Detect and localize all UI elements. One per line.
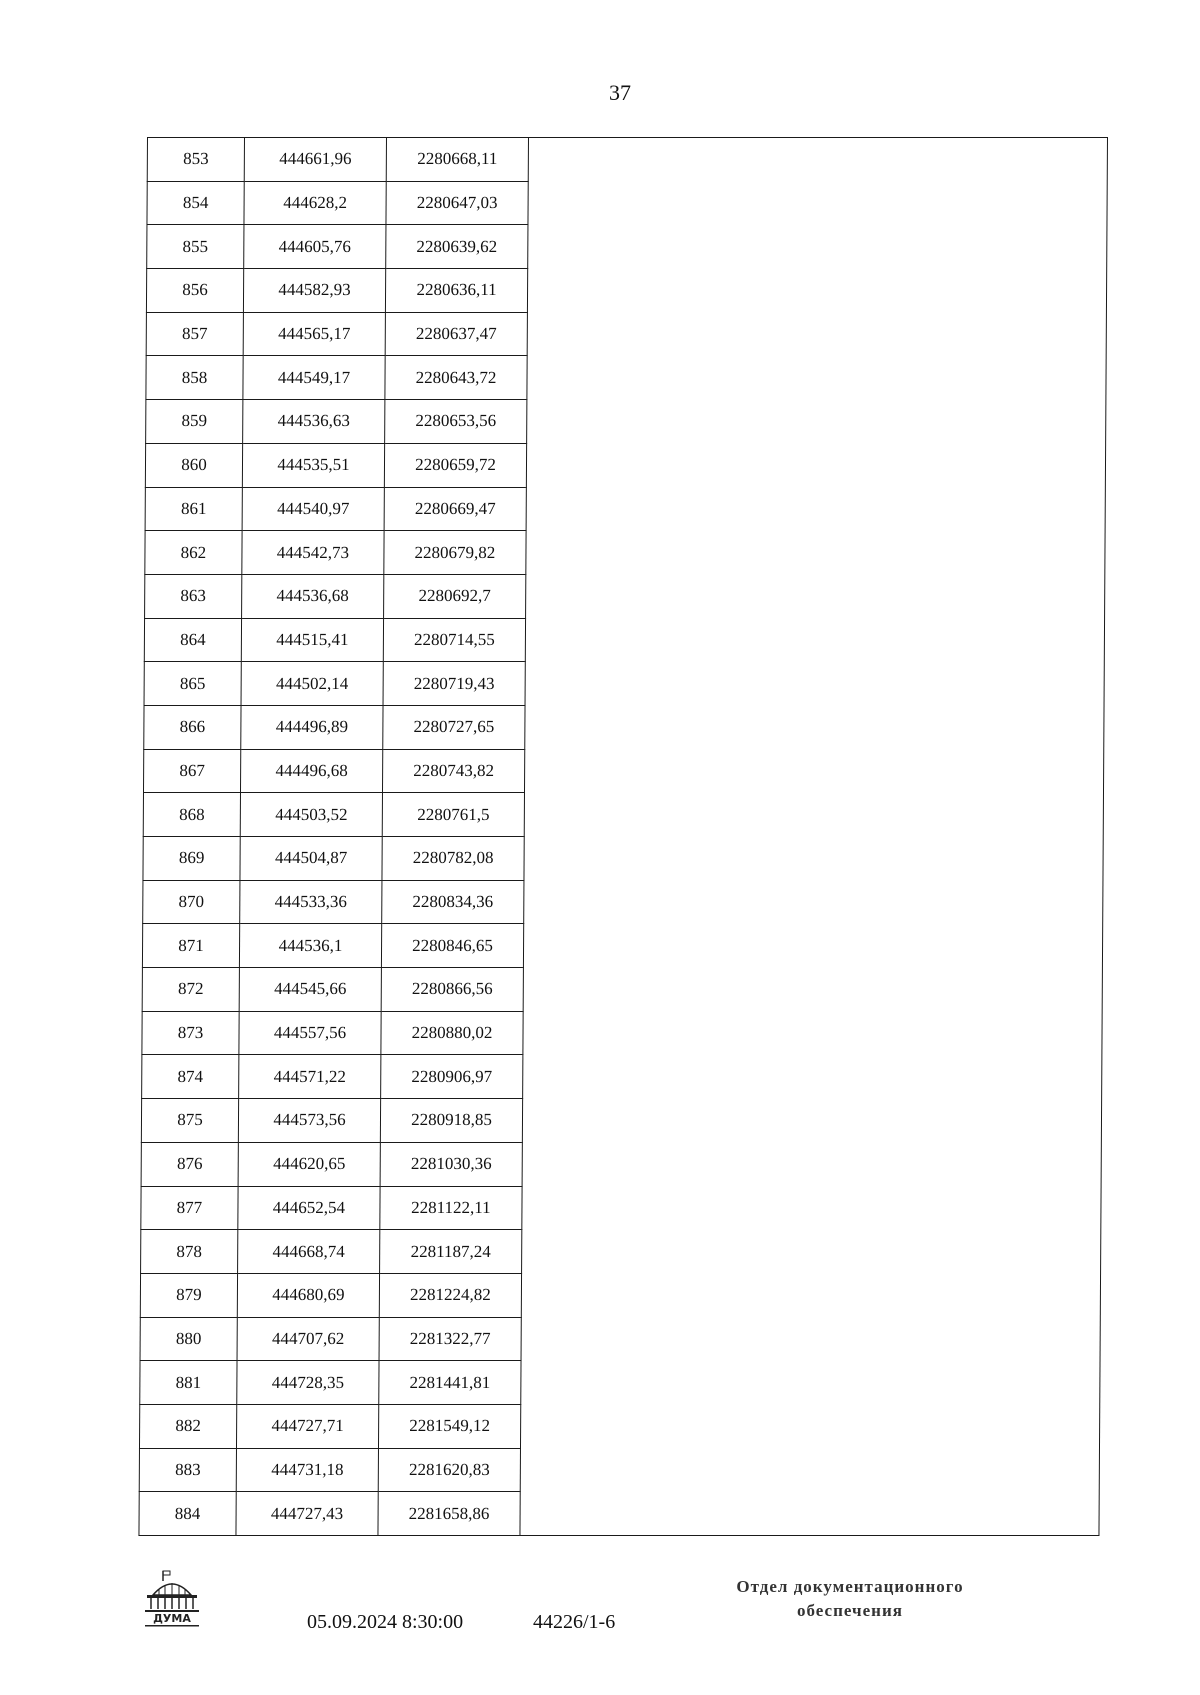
y-coordinate-cell: 2281187,24: [380, 1230, 522, 1274]
point-number-cell: 881: [140, 1361, 237, 1405]
x-coordinate-cell: 444728,35: [237, 1361, 379, 1405]
point-number-cell: 882: [139, 1404, 236, 1448]
y-coordinate-cell: 2280761,5: [382, 793, 524, 837]
point-number-cell: 860: [145, 443, 242, 487]
x-coordinate-cell: 444628,2: [244, 181, 386, 225]
point-number-cell: 853: [147, 138, 244, 182]
x-coordinate-cell: 444557,56: [239, 1011, 381, 1055]
y-coordinate-cell: 2280743,82: [382, 749, 524, 793]
empty-description-cell: [520, 138, 1108, 1536]
coordinates-table: [138, 137, 1108, 1536]
point-number-cell: 869: [143, 837, 240, 881]
y-coordinate-cell: 2281322,77: [379, 1317, 521, 1361]
point-number-cell: 865: [144, 662, 241, 706]
x-coordinate-cell: 444536,1: [239, 924, 381, 968]
y-coordinate-cell: 2281030,36: [380, 1142, 522, 1186]
coordinates-table-body: [139, 138, 1108, 1536]
x-coordinate-cell: 444582,93: [243, 269, 385, 313]
x-coordinate-cell: 444571,22: [239, 1055, 381, 1099]
x-coordinate-cell: 444727,43: [236, 1492, 378, 1536]
point-number-cell: 870: [143, 880, 240, 924]
point-number-cell: 879: [140, 1273, 237, 1317]
point-number-cell: 855: [147, 225, 244, 269]
point-number-cell: 876: [141, 1142, 238, 1186]
y-coordinate-cell: 2280834,36: [382, 880, 524, 924]
x-coordinate-cell: 444668,74: [238, 1230, 380, 1274]
y-coordinate-cell: 2281549,12: [378, 1404, 520, 1448]
point-number-cell: 861: [145, 487, 242, 531]
point-number-cell: 868: [143, 793, 240, 837]
y-coordinate-cell: 2280918,85: [380, 1099, 522, 1143]
y-coordinate-cell: 2280906,97: [381, 1055, 523, 1099]
point-number-cell: 859: [146, 400, 243, 444]
point-number-cell: 878: [141, 1230, 238, 1274]
x-coordinate-cell: 444496,68: [240, 749, 382, 793]
y-coordinate-cell: 2281441,81: [379, 1361, 521, 1405]
point-number-cell: 864: [144, 618, 241, 662]
y-coordinate-cell: 2280636,11: [385, 269, 527, 313]
x-coordinate-cell: 444573,56: [238, 1099, 380, 1143]
point-number-cell: 877: [141, 1186, 238, 1230]
y-coordinate-cell: 2280846,65: [381, 924, 523, 968]
point-number-cell: 857: [146, 312, 243, 356]
point-number-cell: 875: [141, 1099, 238, 1143]
x-coordinate-cell: 444605,76: [244, 225, 386, 269]
x-coordinate-cell: 444727,71: [236, 1404, 378, 1448]
footer-department: [700, 1575, 1000, 1623]
y-coordinate-cell: 2281122,11: [380, 1186, 522, 1230]
y-coordinate-cell: 2280714,55: [383, 618, 525, 662]
x-coordinate-cell: 444565,17: [243, 312, 385, 356]
y-coordinate-cell: 2280659,72: [384, 443, 526, 487]
point-number-cell: 883: [139, 1448, 236, 1492]
y-coordinate-cell: 2280669,47: [384, 487, 526, 531]
x-coordinate-cell: 444503,52: [240, 793, 382, 837]
point-number-cell: 854: [147, 181, 244, 225]
y-coordinate-cell: 2280668,11: [386, 138, 528, 182]
x-coordinate-cell: 444620,65: [238, 1142, 380, 1186]
y-coordinate-cell: 2280679,82: [384, 531, 526, 575]
point-number-cell: 856: [146, 269, 243, 313]
y-coordinate-cell: 2280653,56: [385, 400, 527, 444]
x-coordinate-cell: 444504,87: [240, 837, 382, 881]
page-number: 37: [609, 80, 631, 105]
y-coordinate-cell: 2280719,43: [383, 662, 525, 706]
y-coordinate-cell: 2281224,82: [379, 1273, 521, 1317]
point-number-cell: 884: [139, 1492, 236, 1536]
x-coordinate-cell: 444536,68: [242, 574, 384, 618]
x-coordinate-cell: 444542,73: [242, 531, 384, 575]
point-number-cell: 874: [142, 1055, 239, 1099]
point-number-cell: 866: [144, 705, 241, 749]
x-coordinate-cell: 444652,54: [238, 1186, 380, 1230]
x-coordinate-cell: 444502,14: [241, 662, 383, 706]
footer-doc-number: 44226/1-6: [533, 1611, 616, 1633]
point-number-cell: 871: [142, 924, 239, 968]
x-coordinate-cell: 444496,89: [241, 705, 383, 749]
footer-date: 05.09.2024 8:30:00: [307, 1611, 464, 1633]
x-coordinate-cell: 444549,17: [243, 356, 385, 400]
y-coordinate-cell: 2280866,56: [381, 968, 523, 1012]
svg-text:ДУМА: ДУМА: [153, 1612, 191, 1625]
y-coordinate-cell: 2280637,47: [385, 312, 527, 356]
duma-building-logo-icon: [143, 1567, 201, 1629]
y-coordinate-cell: 2281658,86: [378, 1492, 520, 1536]
x-coordinate-cell: 444731,18: [236, 1448, 378, 1492]
y-coordinate-cell: 2280880,02: [381, 1011, 523, 1055]
footer-department-line1: Отдел документационного: [736, 1577, 964, 1596]
y-coordinate-cell: 2280727,65: [383, 705, 525, 749]
x-coordinate-cell: 444536,63: [243, 400, 385, 444]
x-coordinate-cell: 444545,66: [239, 968, 381, 1012]
point-number-cell: 873: [142, 1011, 239, 1055]
table-row: [147, 138, 1107, 182]
point-number-cell: 880: [140, 1317, 237, 1361]
footer-department-line2: обеспечения: [797, 1601, 903, 1620]
point-number-cell: 872: [142, 968, 239, 1012]
x-coordinate-cell: 444707,62: [237, 1317, 379, 1361]
x-coordinate-cell: 444515,41: [241, 618, 383, 662]
y-coordinate-cell: 2281620,83: [378, 1448, 520, 1492]
point-number-cell: 858: [146, 356, 243, 400]
x-coordinate-cell: 444661,96: [244, 138, 386, 182]
y-coordinate-cell: 2280639,62: [386, 225, 528, 269]
y-coordinate-cell: 2280692,7: [384, 574, 526, 618]
y-coordinate-cell: 2280647,03: [386, 181, 528, 225]
x-coordinate-cell: 444540,97: [242, 487, 384, 531]
x-coordinate-cell: 444535,51: [242, 443, 384, 487]
point-number-cell: 863: [145, 574, 242, 618]
x-coordinate-cell: 444680,69: [237, 1273, 379, 1317]
point-number-cell: 867: [143, 749, 240, 793]
y-coordinate-cell: 2280643,72: [385, 356, 527, 400]
y-coordinate-cell: 2280782,08: [382, 837, 524, 881]
x-coordinate-cell: 444533,36: [240, 880, 382, 924]
point-number-cell: 862: [145, 531, 242, 575]
